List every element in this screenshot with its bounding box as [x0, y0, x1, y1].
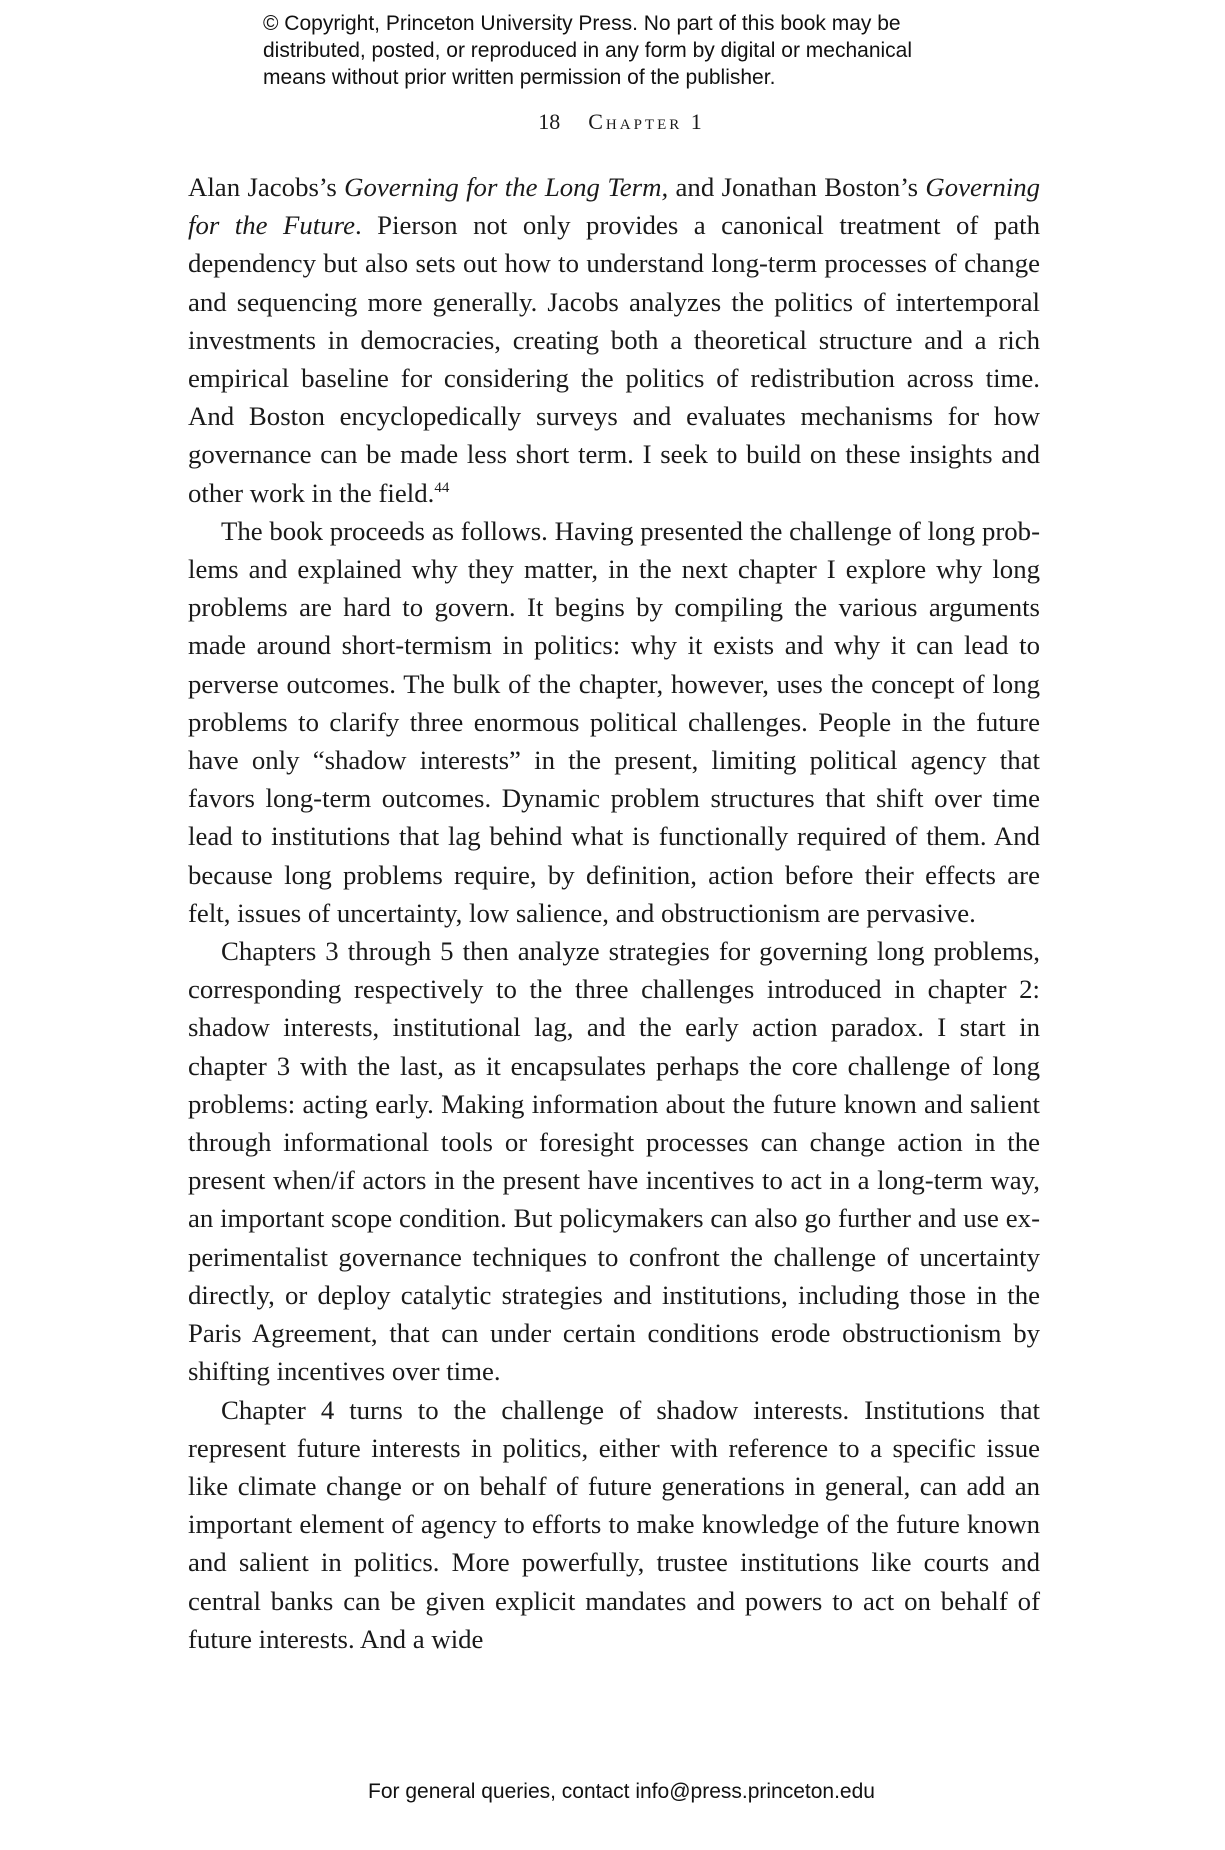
paragraph-2: The book proceeds as follows. Having presented the challenge of long problems and explained why they matter, in the next chapter I explore why long problems are hard to govern. It begins by compiling the various arguments made around short-termism in politics: why it exists and why it can lead to perverse outcomes. The bulk of the chapter, however, uses the concept of long problems to clarify three enormous political challenges. People in the future have only “shadow interests” in the present, limiting political agency that favors long-term outcomes. Dynamic problem structures that shift over time lead to institutions that lag behind what is functionally required of them. And because long problems require, by definition, action before their effects are felt, issues of uncertainty, low salience, and obstructionism are pervasive. [188, 515, 1040, 928]
running-head [0, 108, 1225, 136]
body-text [188, 168, 1040, 1658]
copyright-line: distributed, posted, or reproduced in any form by digital or mechanical [263, 39, 913, 62]
text-run: and Jonathan Boston’s [668, 172, 926, 202]
text-run: Alan Jacobs’s [188, 172, 345, 202]
paragraph-3: Chapters 3 through 5 then analyze strategies for governing long problems, corresponding respectively to the three challenges introduced in chapter 2: shadow interests, institutional lag, and the early action paradox. I start in chapter 3 with the last, as it encapsulates perhaps the core challenge of long problems: acting early. Making information about the future known and salient through informational tools or foresight processes can change action in the present when/if actors in the present have incentives to act in a long-term way, an important scope condition. But policymakers can also go further and use experimentalist governance techniques to confront the challenge of uncertainty directly, or deploy catalytic strategies and institutions, including those in the Paris Agreement, that can under certain conditions erode obstructionism by shifting incentives over time. [188, 936, 1040, 1387]
footnote-reference: 44 [434, 479, 450, 496]
chapter-label: Chapter 1 [588, 109, 705, 134]
text-run: . Pierson not only provides a canonical treatment of path dependency but also sets out how to understand long-term processes of change and sequencing more generally. Jacobs analyzes the politics of intertemporal investments in democracies, creating both a theoretical structure and a rich empirical baseline for considering the politics of redistribution across time. And Boston encyclopedically surveys and evaluates mechanisms for how governance can be made less short term. I seek to build on these insights and other work in the field. [188, 210, 1040, 508]
copyright-line: means without prior written permission of the publisher. [263, 66, 776, 89]
paragraph-1 [188, 168, 1040, 512]
footer-contact: For general queries, contact info@press.princeton.edu [368, 1780, 875, 1803]
page-number: 18 [538, 109, 561, 134]
copyright-notice [263, 10, 983, 91]
book-title-boston: Governing for the Future [188, 172, 1040, 241]
paragraph-4: Chapter 4 turns to the challenge of shadow interests. Institutions that represent future interests in politics, either with reference to a specific issue like climate change or on behalf of future generations in general, can add an important element of agency to efforts to make knowledge of the future known and salient in politics. More powerfully, trustee institutions like courts and central banks can be given explicit mandates and powers to act on behalf of future interests. And a wide [188, 1394, 1040, 1654]
book-title-jacobs: Governing for the Long Term, [344, 172, 669, 202]
copyright-line: © Copyright, Princeton University Press. No part of this book may be [263, 12, 901, 35]
